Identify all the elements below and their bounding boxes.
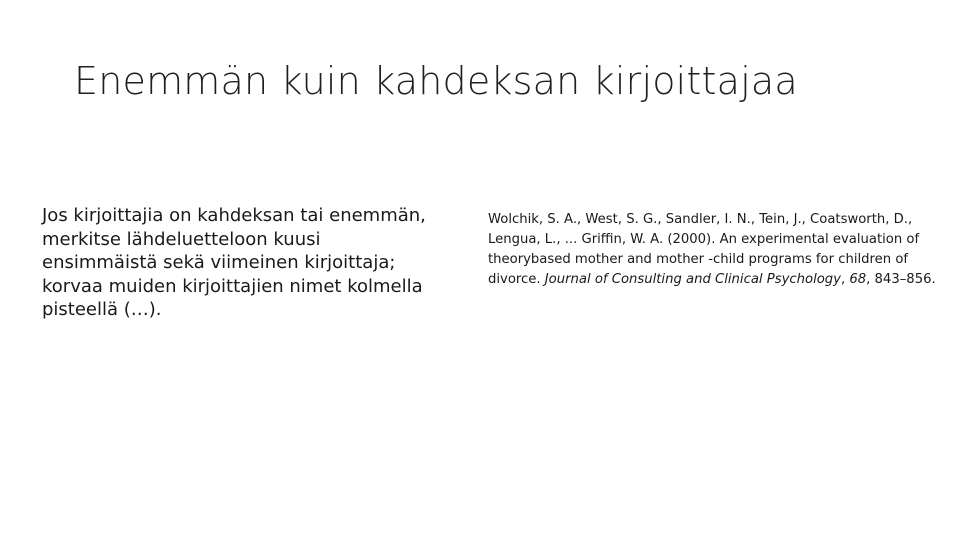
reference-pages: , 843–856. [866,272,936,287]
reference-entry [488,210,938,290]
reference-volume: 68 [849,272,867,287]
reference-journal: Journal of Consulting and Clinical Psychology [544,272,841,287]
reference-separator: , [840,272,850,287]
slide-title: Enemmän kuin kahdeksan kirjoittajaa [74,59,798,103]
instruction-text: Jos kirjoittajia on kahdeksan tai enemmän, merkitse lähdeluetteloon kuusi ensimmäistä sekä viimeinen kirjoittaja; korvaa muiden kirjoittajien nimet kolmella pisteellä (…). [42,205,426,320]
reference-authors-title: Wolchik, S. A., West, S. G., Sandler, I. N., Tein, J., Coatsworth, D., Lengua, L., ... Griffin, W. A. (2000). An experimental evaluation of theorybased mother and mother -child programs for children of divorce. [488,212,920,287]
